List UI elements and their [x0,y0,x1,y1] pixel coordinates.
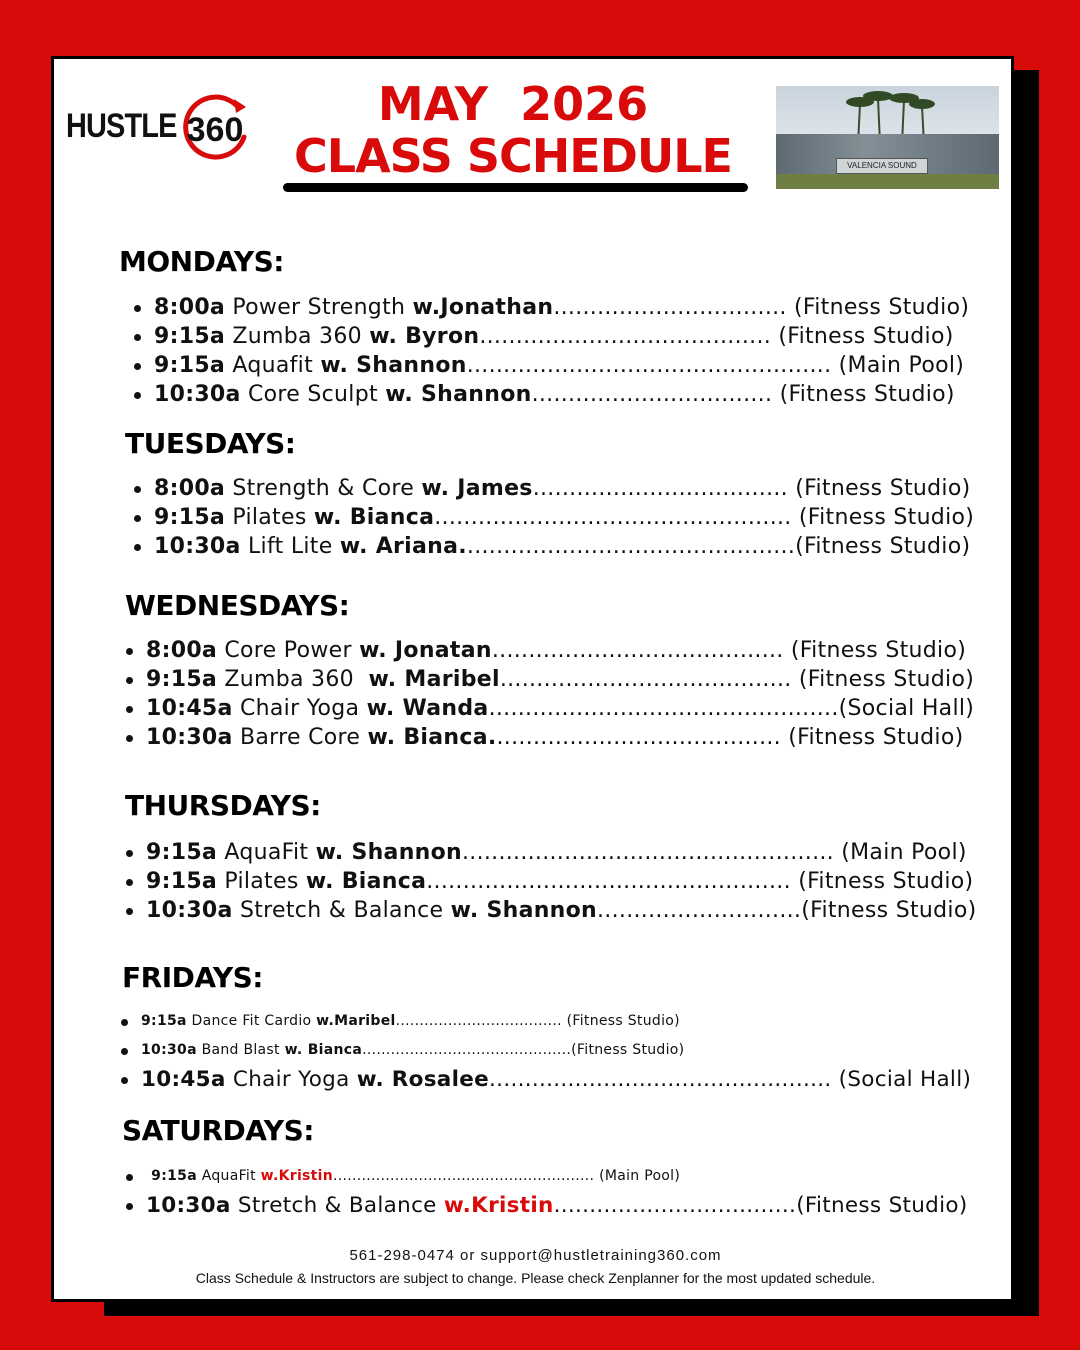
class-name: Pilates [217,869,306,894]
class-list [119,1007,971,1094]
class-item [124,723,974,752]
class-list [124,838,976,925]
class-name: Lift Lite [240,534,340,559]
logo-number: 360 [186,111,244,149]
day-heading: SATURDAYS: [122,1114,314,1147]
class-item [124,867,976,896]
class-item [132,503,974,532]
class-item [119,1065,971,1094]
class-name: Core Power [217,638,360,663]
class-instructor: w. Rosalee [356,1067,490,1092]
class-instructor: w.Jonathan [412,295,554,320]
page-title [278,77,748,183]
class-time: 9:15a [154,505,226,530]
class-dots: ................................................. [434,505,799,530]
class-item [124,1191,968,1220]
class-dots: ........................................ [499,667,799,692]
class-dots: ............................................. [466,534,796,559]
logo-word: HUSTLE [66,107,177,145]
class-time: 10:45a [141,1067,226,1092]
class-dots: ................................................... [462,840,842,865]
class-name: Barre Core [232,725,368,750]
class-location: (Fitness Studio) [798,505,975,530]
class-location: (Fitness Studio) [795,534,971,559]
day-heading: THURSDAYS: [125,789,321,822]
class-instructor: w. Shannon [450,898,598,923]
class-name: Strength & Core [225,476,422,501]
class-item [124,665,974,694]
class-location: (Fitness Studio) [794,295,970,320]
class-dots: ............................ [597,898,802,923]
class-location: (Fitness Studio) [798,667,975,692]
class-location: (Social Hall) [838,1067,972,1092]
class-instructor: w. Wanda [366,696,489,721]
class-name: AquaFit [196,1168,261,1184]
title-underline [283,183,748,192]
class-name: Stretch & Balance [230,1193,444,1218]
class-name: AquaFit [217,840,316,865]
class-location: (Fitness Studio) [566,1013,680,1029]
class-item [124,636,974,665]
class-dots: ....................................... [496,725,789,750]
class-name: Aquafit [225,353,321,378]
class-time: 10:30a [146,898,233,923]
class-instructor: w. Bianca. [367,725,497,750]
class-time: 9:15a [154,353,226,378]
class-item [132,351,969,380]
class-time: 10:30a [154,534,241,559]
valencia-sound-photo [776,86,999,189]
class-location: (Fitness Studio) [778,324,954,349]
class-dots: .................................................. [426,869,799,894]
class-instructor: w. Shannon [320,353,467,378]
class-time: 9:15a [146,869,218,894]
class-item [132,380,969,409]
schedule-card [51,56,1014,1302]
class-location: (Main Pool) [838,353,965,378]
class-item [132,322,969,351]
class-location: (Fitness Studio) [779,382,955,407]
class-name: Power Strength [225,295,413,320]
class-dots: ........................................ [479,324,779,349]
class-dots: ................................................ [488,696,839,721]
day-heading: WEDNESDAYS: [125,589,350,622]
title-schedule: CLASS SCHEDULE [294,129,732,183]
class-time: 10:30a [146,1193,231,1218]
class-item [124,838,976,867]
class-name: Chair Yoga [232,696,367,721]
class-dots: ................................ [553,295,795,320]
class-list [132,293,969,409]
class-location: (Fitness Studio) [798,869,974,894]
class-dots: ........................................ [491,638,791,663]
class-item [132,293,969,322]
class-item [132,532,974,561]
photo-grass [776,174,999,189]
day-heading: TUESDAYS: [125,427,296,460]
class-instructor: w. Shannon [315,840,462,865]
class-time: 8:00a [154,295,226,320]
footer-contact: 561-298-0474 or support@hustletraining360.com [349,1247,722,1264]
class-time: 9:15a [146,667,218,692]
class-name: Band Blast [196,1042,285,1058]
class-instructor: w.Kristin [260,1168,334,1184]
class-time: 8:00a [154,476,226,501]
class-list [132,474,974,561]
photo-sign: VALENCIA SOUND [836,158,928,174]
class-instructor: w. Byron [369,324,480,349]
class-time: 9:15a [154,324,226,349]
class-item [124,896,976,925]
class-location: (Main Pool) [841,840,967,865]
class-name: Zumba 360 [225,324,370,349]
class-instructor: w. Maribel [368,667,500,692]
class-name: Chair Yoga [225,1067,357,1092]
class-list [124,636,974,752]
class-time: 8:00a [146,638,218,663]
class-instructor: w. Ariana. [339,534,467,559]
class-instructor: w.Kristin [443,1193,554,1218]
class-location: (Social Hall) [838,696,975,721]
class-dots: ................................................ [489,1067,839,1092]
class-time: 9:15a [141,1013,187,1029]
class-item [124,1162,968,1191]
class-location: (Fitness Studio) [801,898,977,923]
class-instructor: w. James [421,476,533,501]
class-name: Stretch & Balance [232,898,451,923]
day-heading: MONDAYS: [119,245,284,278]
class-item [119,1036,971,1065]
class-name: Zumba 360 [217,667,369,692]
title-month: MAY 2026 [377,77,649,131]
class-instructor: w. Jonatan [359,638,492,663]
class-item [132,474,974,503]
class-dots: ................................. [531,382,780,407]
class-location: (Fitness Studio) [796,1193,968,1218]
class-name: Pilates [225,505,314,530]
day-heading: FRIDAYS: [122,961,263,994]
class-time: 9:15a [146,840,218,865]
class-list [124,1162,968,1220]
class-dots: ....................................................... [333,1168,600,1184]
class-dots: .................................. [553,1193,797,1218]
class-location: (Fitness Studio) [571,1042,685,1058]
class-instructor: w. Bianca [284,1042,363,1058]
footer-disclaimer: Class Schedule & Instructors are subject to change. Please check Zenplanner for the most updated schedule. [195,1270,876,1286]
class-dots: ................................... [395,1013,567,1029]
class-dots: ............................................ [362,1042,572,1058]
class-time: 10:30a [141,1042,197,1058]
class-time: 10:45a [146,696,233,721]
class-time: 10:30a [146,725,233,750]
class-dots: .................................................. [466,353,839,378]
class-location: (Main Pool) [599,1168,681,1184]
class-location: (Fitness Studio) [795,476,971,501]
class-name: Dance Fit Cardio [186,1013,317,1029]
class-location: (Fitness Studio) [788,725,964,750]
class-instructor: w. Bianca [305,869,427,894]
class-item [119,1007,971,1036]
class-dots: ................................... [532,476,796,501]
class-time: 9:15a [146,1168,197,1184]
hustle360-logo [66,93,256,165]
class-item [124,694,974,723]
class-time: 10:30a [154,382,241,407]
class-name: Core Sculpt [240,382,386,407]
class-instructor: w. Shannon [385,382,532,407]
class-instructor: w. Bianca [313,505,435,530]
class-location: (Fitness Studio) [790,638,967,663]
class-instructor: w.Maribel [316,1013,396,1029]
logo-circle-icon [180,93,256,165]
